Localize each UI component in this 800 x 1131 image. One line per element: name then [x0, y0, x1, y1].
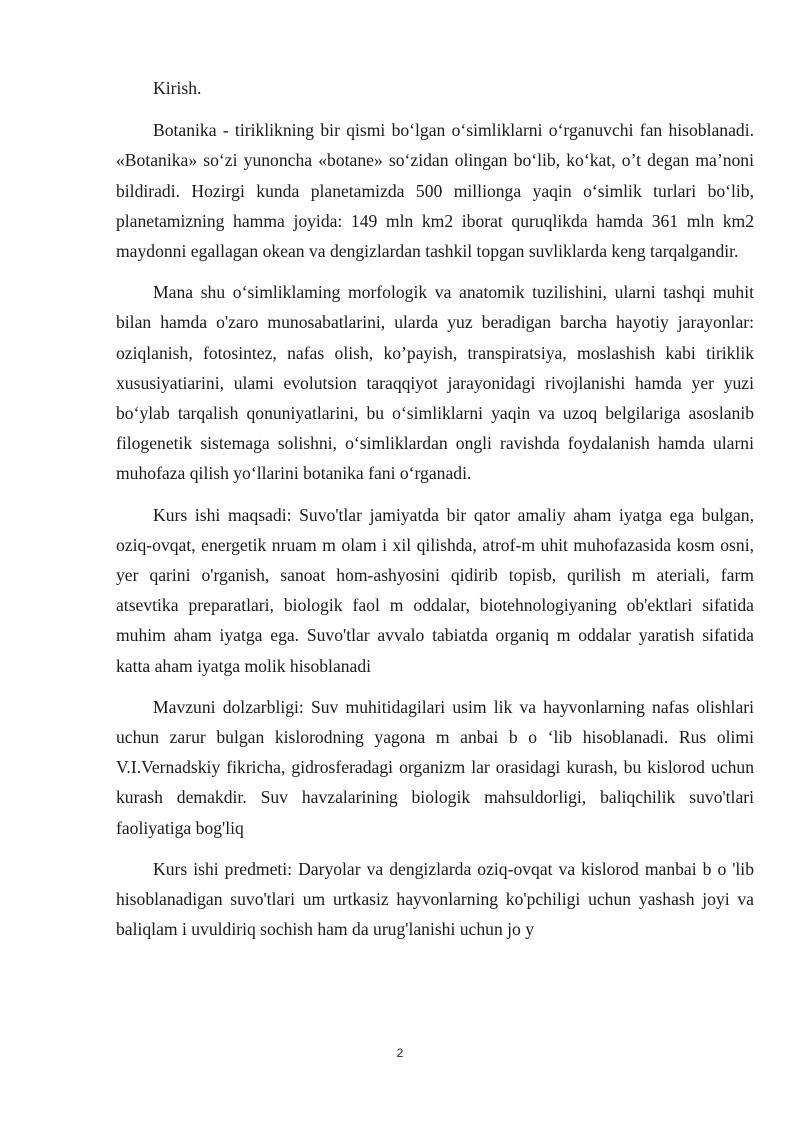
paragraph-mavzuni-dolzarbligi: Mavzuni dolzarbligi: Suv muhitidagilari usim lik va hayvonlarning nafas olishlari uchun zarur bulgan kislorodning yagona m anbai b o ‘lib hisoblanadi. Rus olimi V.I.Vernadskiy fikricha, gidrosferadagi organizm lar orasidagi kurash, bu kislorod uchun kurash demakdir. Suv havzalarining biologik mahsuldorligi, baliqchilik suvo'tlari faoliyatiga bog'liq	[116, 696, 754, 838]
section-heading: Kirish.	[153, 78, 202, 98]
paragraph-kurs-ishi-maqsadi: Kurs ishi maqsadi: Suvo'tlar jamiyatda bir qator amaliy aham iyatga ega bulgan, oziq-ovqat, energetik nruam m olam i xil qilishda, atrof-m uhit muhofazasida kosm osni, yer qarini o'rganish, sanoat hom-ashyosini qidirib topisb, qurilish m ateriali, farm atsevtika preparatlari, biologik faol m oddalar, biotehnologiyaning ob'ektlari sifatida muhim aham iyatga ega. Suvo'tlar avvalo tabiatda organiq m oddalar yaratish sifatida katta aham iyatga molik hisoblanadi	[116, 504, 754, 676]
paragraph-kurs-ishi-predmeti: Kurs ishi predmeti: Daryolar va dengizlarda oziq-ovqat va kislorod manbai b o 'lib hisoblanadigan suvo'tlari um urtkasiz hayvonlarning ko'pchiligi uchun yashash joyi va baliqlam i uvuldiriq sochish ham da urug'lanishi uchun jo y	[116, 858, 754, 940]
page-body	[116, 73, 754, 955]
paragraph-botanika-definition: Botanika - tiriklikning bir qismi bo‘lgan o‘simliklarni o‘rganuvchi fan hisoblanadi. «Botanika» so‘zi yunoncha «botane» so‘zidan olingan bo‘lib, ko‘kat, o’t degan ma’noni bildiradi. Hozirgi kunda planetamizda 500 millionga yaqin o‘simlik turlari bo‘lib, planetamizning hamma joyida: 149 mln km2 iborat quruqlikda hamda 361 mln km2 maydonni egallagan okean va dengizlardan tashkil topgan suvliklarda keng tarqalgandir.	[116, 120, 754, 262]
page-number: 2	[396, 1046, 404, 1060]
paragraph-botanika-scope: Mana shu o‘simliklaming morfologik va anatomik tuzilishini, ularni tashqi muhit bilan hamda o'zaro munosabatlarini, ularda yuz beradigan barcha hayotiy jarayonlar: oziqlanish, fotosintez, nafas olish, ko’payish, transpiratsiya, moslashish kabi tiriklik xususiyatiarini, ulami evolutsion taraqqiyot jarayonidagi rivojlanishi hamda yer yuzi bo‘ylab tarqalish qonuniyatlarini, bu o‘simliklarni yaqin va uzoq belgilariga asoslanib filogenetik sistemaga solishni, o‘simliklardan ongli ravishda foydalanish hamda ularni muhofaza qilish yo‘llarini botanika fani o‘rganadi.	[116, 282, 754, 484]
